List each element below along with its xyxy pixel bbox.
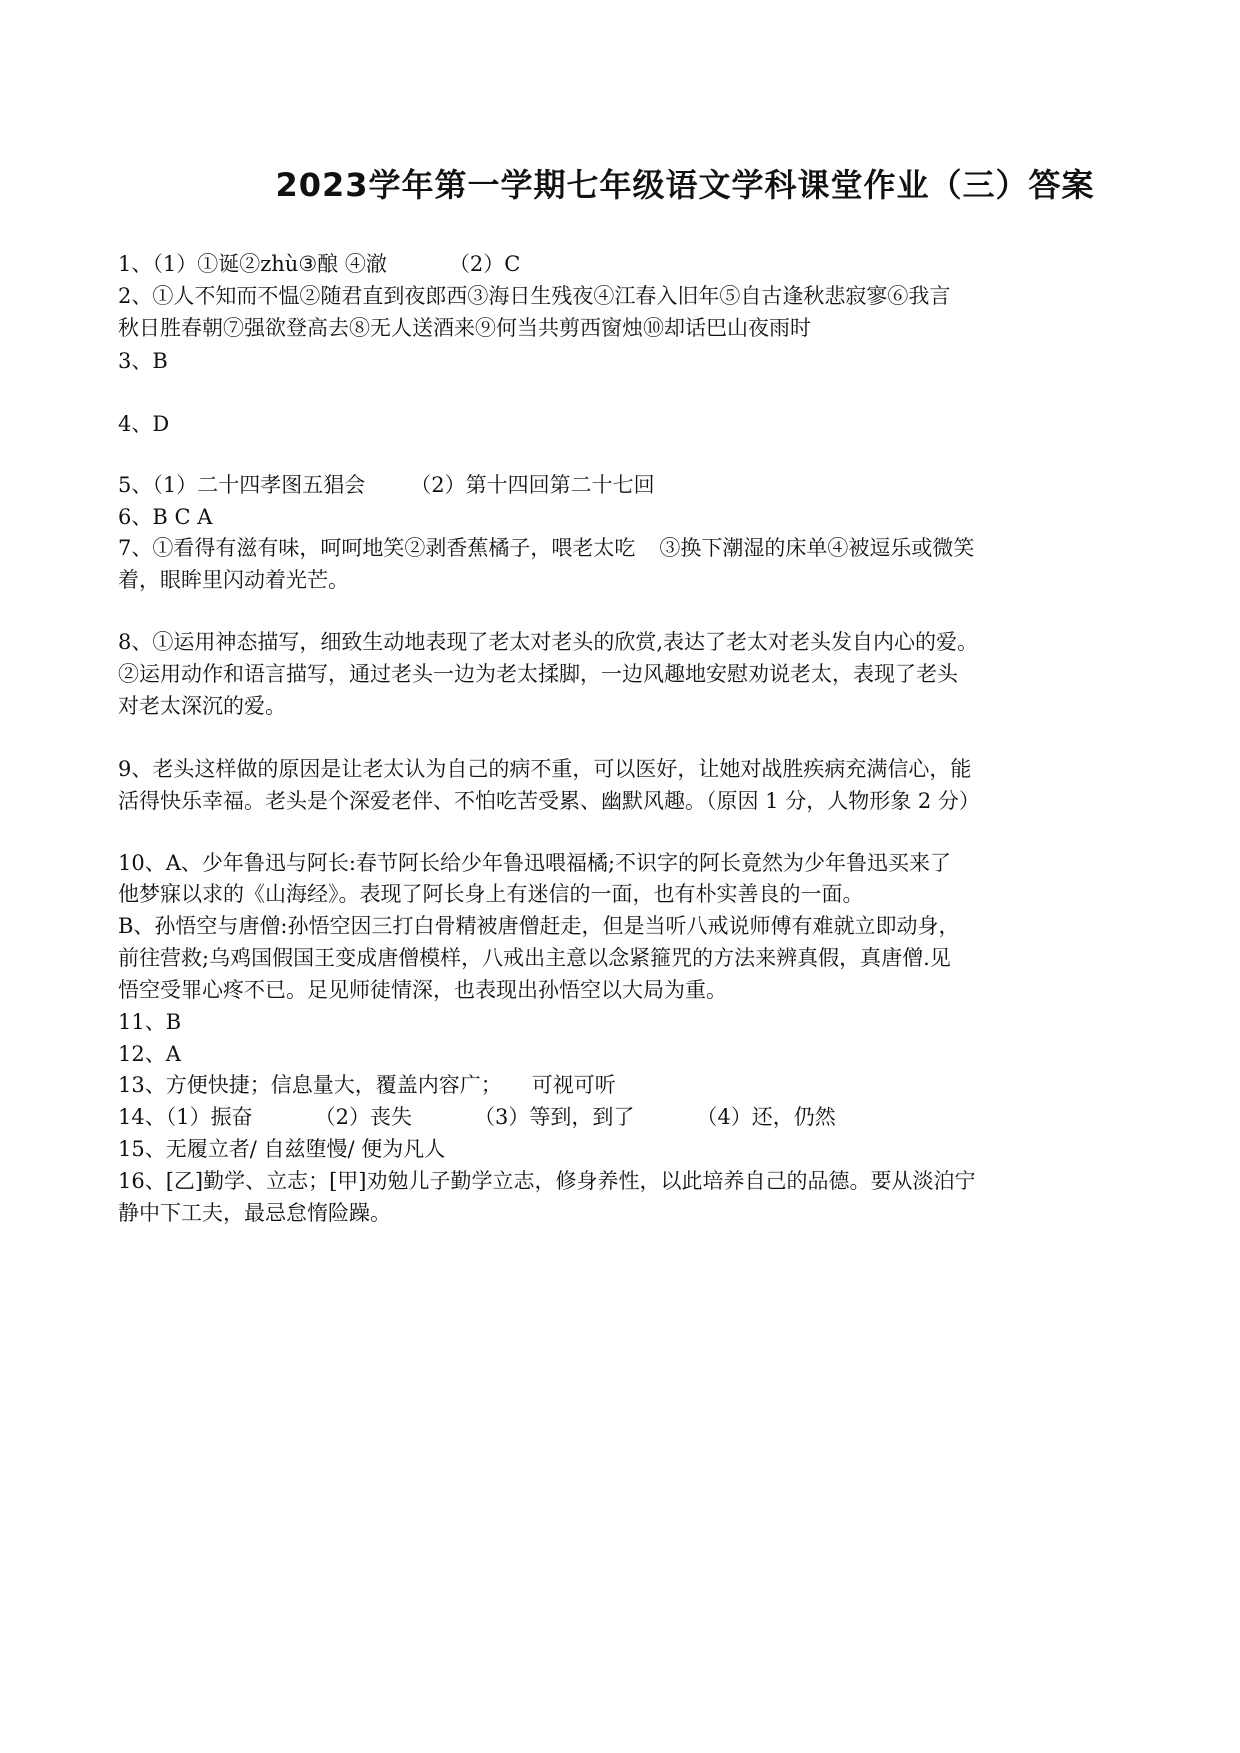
answer-5: 5、（1）二十四孝图五猖会 （2）第十四回第二十七回	[118, 473, 655, 497]
answer-10-line-4: 前往营救;乌鸡国假国王变成唐僧模样，八戒出主意以念紧箍咒的方法来辨真假，真唐僧.见	[118, 946, 951, 970]
answer-16-line-2: 静中下工夫，最忌怠惰险躁。	[118, 1201, 391, 1225]
answer-16-line-1: 16、[乙]勤学、立志；[甲]劝勉儿子勤学立志，修身养性，以此培养自己的品德。要从淡泊宁	[118, 1169, 976, 1193]
answer-8-line-2: ②运用动作和语言描写，通过老头一边为老太揉脚，一边风趣地安慰劝说老太，表现了老头	[118, 662, 958, 686]
answer-7-line-2: 着，眼眸里闪动着光芒。	[118, 568, 349, 592]
answer-6: 6、B C A	[118, 505, 213, 529]
answer-7-line-1: 7、①看得有滋有味，呵呵地笑②剥香蕉橘子，喂老太吃 ③换下潮湿的床单④被逗乐或微笑	[118, 536, 975, 560]
answer-3: 3、B	[118, 349, 168, 373]
answer-10-line-1: 10、A、少年鲁迅与阿长:春节阿长给少年鲁迅喂福橘;不识字的阿长竟然为少年鲁迅买来了	[118, 851, 952, 875]
answer-4: 4、D	[118, 412, 170, 436]
answer-1: 1、（1）①诞②zhù③酿 ④澈 （2）C	[118, 252, 521, 276]
answer-15: 15、无履立者/ 自兹堕慢/ 便为凡人	[118, 1137, 446, 1161]
answer-11: 11、B	[118, 1010, 182, 1034]
answer-13: 13、方便快捷；信息量大，覆盖内容广； 可视可听	[118, 1073, 616, 1097]
page-title: 2023学年第一学期七年级语文学科课堂作业（三）答案	[275, 166, 1095, 204]
answer-10-line-3: B、孙悟空与唐僧:孙悟空因三打白骨精被唐僧赶走，但是当听八戒说师傅有难就立即动身，	[118, 914, 960, 938]
answer-9-line-2: 活得快乐幸福。老头是个深爱老伴、不怕吃苦受累、幽默风趣。（原因 1 分，人物形象 2 分）	[118, 789, 980, 813]
answer-10-line-2: 他梦寐以求的《山海经》。表现了阿长身上有迷信的一面，也有朴实善良的一面。	[118, 882, 864, 906]
answer-14: 14、（1）振奋 （2）丧失 （3）等到，到了 （4）还，仍然	[118, 1105, 836, 1129]
answer-12: 12、A	[118, 1042, 181, 1066]
answer-10-line-5: 悟空受罪心疼不已。足见师徒情深，也表现出孙悟空以大局为重。	[118, 978, 727, 1002]
answer-9-line-1: 9、老头这样做的原因是让老太认为自己的病不重，可以医好，让她对战胜疾病充满信心，能	[118, 757, 972, 781]
answer-2-line-1: 2、①人不知而不愠②随君直到夜郎西③海日生残夜④江春入旧年⑤自古逢秋悲寂寥⑥我言	[118, 284, 951, 308]
answer-8-line-3: 对老太深沉的爱。	[118, 694, 286, 718]
answer-8-line-1: 8、①运用神态描写，细致生动地表现了老太对老头的欣赏,表达了老太对老头发自内心的爱。	[118, 630, 979, 654]
answer-2-line-2: 秋日胜春朝⑦强欲登高去⑧无人送酒来⑨何当共剪西窗烛⑩却话巴山夜雨时	[118, 316, 811, 340]
